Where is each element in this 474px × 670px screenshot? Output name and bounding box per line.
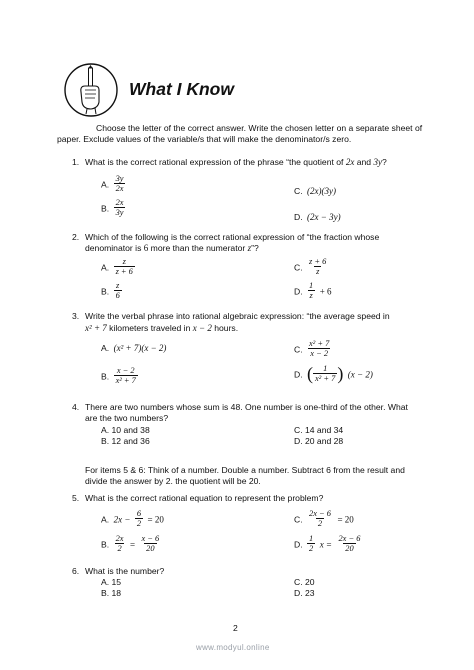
q4-option-d[interactable]: D. 20 and 28 xyxy=(294,436,344,446)
question-4-line-1: There are two numbers whose sum is 48. One number is one-third of the other. What xyxy=(85,402,408,412)
q4-option-b[interactable]: B. 12 and 36 xyxy=(101,436,150,446)
q6-option-c[interactable]: C. 20 xyxy=(294,577,315,587)
q3-option-c[interactable]: C. $\frac{\text{x² + 7}}{x - 2}$ xyxy=(294,339,330,358)
instructions-line-2: paper. Exclude values of the variable/s that will make the denominator/s zero. xyxy=(57,134,352,144)
question-3-number: 3. xyxy=(72,311,80,321)
q3-option-a[interactable]: A. (x² + 7)(x − 2) xyxy=(101,343,167,353)
question-2-number: 2. xyxy=(72,232,80,242)
q4-option-c[interactable]: C. 14 and 34 xyxy=(294,425,344,435)
items-5-6-line-2: divide the answer by 2. the quotient will be 20. xyxy=(85,476,261,486)
question-1-number: 1. xyxy=(72,157,80,167)
question-1-text: What is the correct rational expression of the phrase “the quotient of 2x and 3y? xyxy=(85,157,387,167)
q1-option-b[interactable]: B. $\frac{2x}{3y}$ xyxy=(101,198,124,217)
question-3-line-1: Write the verbal phrase into rational algebraic expression: “the average speed in xyxy=(85,311,390,321)
q2-option-b[interactable]: B. $\frac{z}{6}$ xyxy=(101,281,120,300)
question-3-line-2: x² + 7 kilometers traveled in x − 2 hours. xyxy=(85,323,239,333)
watermark-text: www.modyul.online xyxy=(196,643,270,652)
q1-option-d[interactable]: D. (2x − 3y) xyxy=(294,212,341,222)
question-6-number: 6. xyxy=(72,566,80,576)
question-4-line-2: are the two numbers? xyxy=(85,413,169,423)
q2-option-a[interactable]: A. $\frac{z}{z + 6}$ xyxy=(101,257,133,276)
question-4-number: 4. xyxy=(72,402,80,412)
question-5-text: What is the correct rational equation to represent the problem? xyxy=(85,493,324,503)
q1-option-a[interactable]: A. $\frac{3y}{2x}$ xyxy=(101,174,124,193)
q5-option-c[interactable]: C. $\frac{2x - 6}{2}$ = 20 xyxy=(294,509,354,528)
page-title: What I Know xyxy=(129,79,234,99)
q4-option-a[interactable]: A. 10 and 38 xyxy=(101,425,150,435)
q2-option-d[interactable]: D. $\frac{1}{z}$ + 6 xyxy=(294,281,332,300)
q5-option-b[interactable]: B. $\frac{2x}{2}$ = $\frac{x - 6}{20}$ xyxy=(101,534,160,553)
q6-option-a[interactable]: A. 15 xyxy=(101,577,122,587)
instructions-line-1: Choose the letter of the correct answer. Write the chosen letter on a separate sheet of xyxy=(96,123,423,133)
question-5-number: 5. xyxy=(72,493,80,503)
hand-pen-icon xyxy=(63,62,119,118)
q6-option-d[interactable]: D. 23 xyxy=(294,588,315,598)
items-5-6-line-1: For items 5 & 6: Think of a number. Double a number. Subtract 6 from the result and xyxy=(85,465,405,475)
q1-option-c[interactable]: C. (2x)(3y) xyxy=(294,186,337,196)
q5-option-a[interactable]: A. 2x − $\frac{6}{2}$ = 20 xyxy=(101,509,164,528)
q2-option-c[interactable]: C. $\frac{z + 6}{z}$ xyxy=(294,257,327,276)
q6-option-b[interactable]: B. 18 xyxy=(101,588,122,598)
q5-option-d[interactable]: D. $\frac{1}{2}$ x = $\frac{2x - 6}{20}$ xyxy=(294,534,361,553)
question-2-line-2: denominator is 6 more than the numerator z”? xyxy=(85,243,259,253)
q3-option-b[interactable]: B. $\frac{x - 2}{\text{x² + 7}}$ xyxy=(101,366,136,385)
question-6-text: What is the number? xyxy=(85,566,165,576)
page-number: 2 xyxy=(233,623,238,633)
question-2-line-1: Which of the following is the correct rational expression of “the fraction whose xyxy=(85,232,380,242)
q3-option-d[interactable]: D. ( $\frac{1}{\text{x² + 7}}$ ) (x − 2) xyxy=(294,363,373,384)
